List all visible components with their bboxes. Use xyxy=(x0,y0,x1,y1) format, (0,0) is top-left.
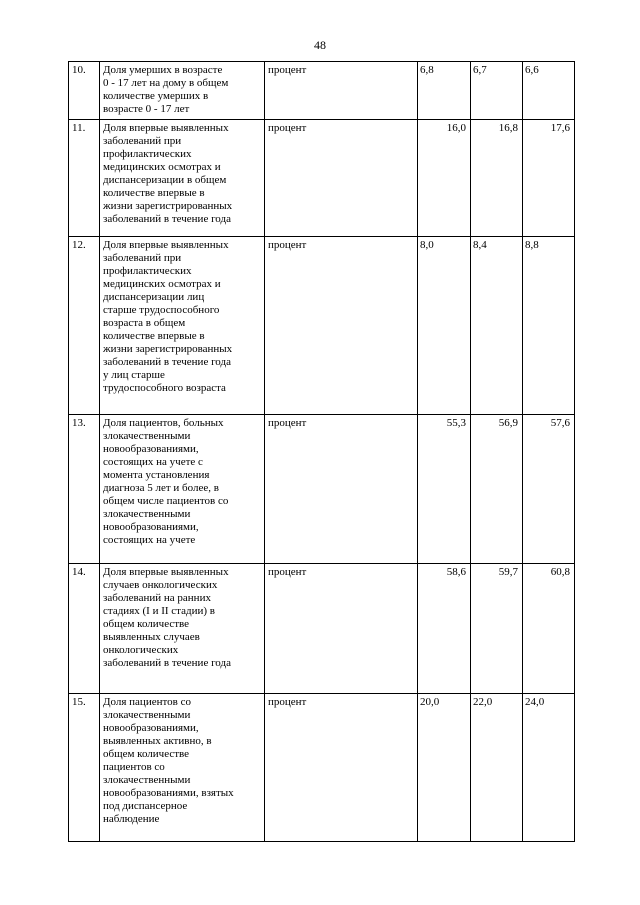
unit-cell: процент xyxy=(265,237,418,415)
unit-cell: процент xyxy=(265,62,418,120)
row-number: 11. xyxy=(69,120,100,237)
value-year-3: 17,6 xyxy=(523,120,575,237)
unit-cell: процент xyxy=(265,694,418,842)
row-number: 14. xyxy=(69,564,100,694)
value-year-1: 16,0 xyxy=(418,120,471,237)
table-row xyxy=(69,415,575,564)
row-number: 15. xyxy=(69,694,100,842)
row-number: 10. xyxy=(69,62,100,120)
value-year-3: 8,8 xyxy=(523,237,575,415)
table-row xyxy=(69,62,575,120)
value-year-2: 59,7 xyxy=(471,564,523,694)
table-row xyxy=(69,237,575,415)
indicator-table xyxy=(68,61,575,842)
value-year-2: 6,7 xyxy=(471,62,523,120)
value-year-1: 55,3 xyxy=(418,415,471,564)
row-number: 12. xyxy=(69,237,100,415)
value-year-2: 16,8 xyxy=(471,120,523,237)
value-year-2: 8,4 xyxy=(471,237,523,415)
unit-cell: процент xyxy=(265,564,418,694)
row-number: 13. xyxy=(69,415,100,564)
indicator-name: Доля впервые выявленных заболеваний при профилактических медицинских осмотрах и диспансеризации лиц старше трудоспособного возраста в общем количестве впервые в жизни зарегистрированных заболеваний в течение года у лиц старше трудоспособного возраста xyxy=(100,237,265,415)
unit-cell: процент xyxy=(265,120,418,237)
indicator-name: Доля впервые выявленных заболеваний при профилактических медицинских осмотрах и диспансеризации в общем количестве впервые в жизни зарегистрированных заболеваний в течение года xyxy=(100,120,265,237)
unit-cell: процент xyxy=(265,415,418,564)
indicator-name: Доля впервые выявленных случаев онкологических заболеваний на ранних стадиях (I и II стадии) в общем количестве выявленных случаев онкологических заболеваний в течение года xyxy=(100,564,265,694)
value-year-1: 8,0 xyxy=(418,237,471,415)
value-year-2: 22,0 xyxy=(471,694,523,842)
indicator-name: Доля пациентов, больных злокачественными новообразованиями, состоящих на учете с момента установления диагноза 5 лет и более, в общем числе пациентов со злокачественными новообразованиями, состоящих на учете xyxy=(100,415,265,564)
table-row xyxy=(69,694,575,842)
table-row xyxy=(69,120,575,237)
page-number: 48 xyxy=(314,38,326,52)
indicator-name: Доля умерших в возрасте 0 - 17 лет на дому в общем количестве умерших в возрасте 0 - 17 лет xyxy=(100,62,265,120)
value-year-3: 24,0 xyxy=(523,694,575,842)
indicator-name: Доля пациентов со злокачественными новообразованиями, выявленных активно, в общем количестве пациентов со злокачественными новообразованиями, взятых под диспансерное наблюдение xyxy=(100,694,265,842)
value-year-3: 60,8 xyxy=(523,564,575,694)
value-year-3: 57,6 xyxy=(523,415,575,564)
value-year-2: 56,9 xyxy=(471,415,523,564)
value-year-3: 6,6 xyxy=(523,62,575,120)
value-year-1: 58,6 xyxy=(418,564,471,694)
value-year-1: 6,8 xyxy=(418,62,471,120)
table-row xyxy=(69,564,575,694)
value-year-1: 20,0 xyxy=(418,694,471,842)
